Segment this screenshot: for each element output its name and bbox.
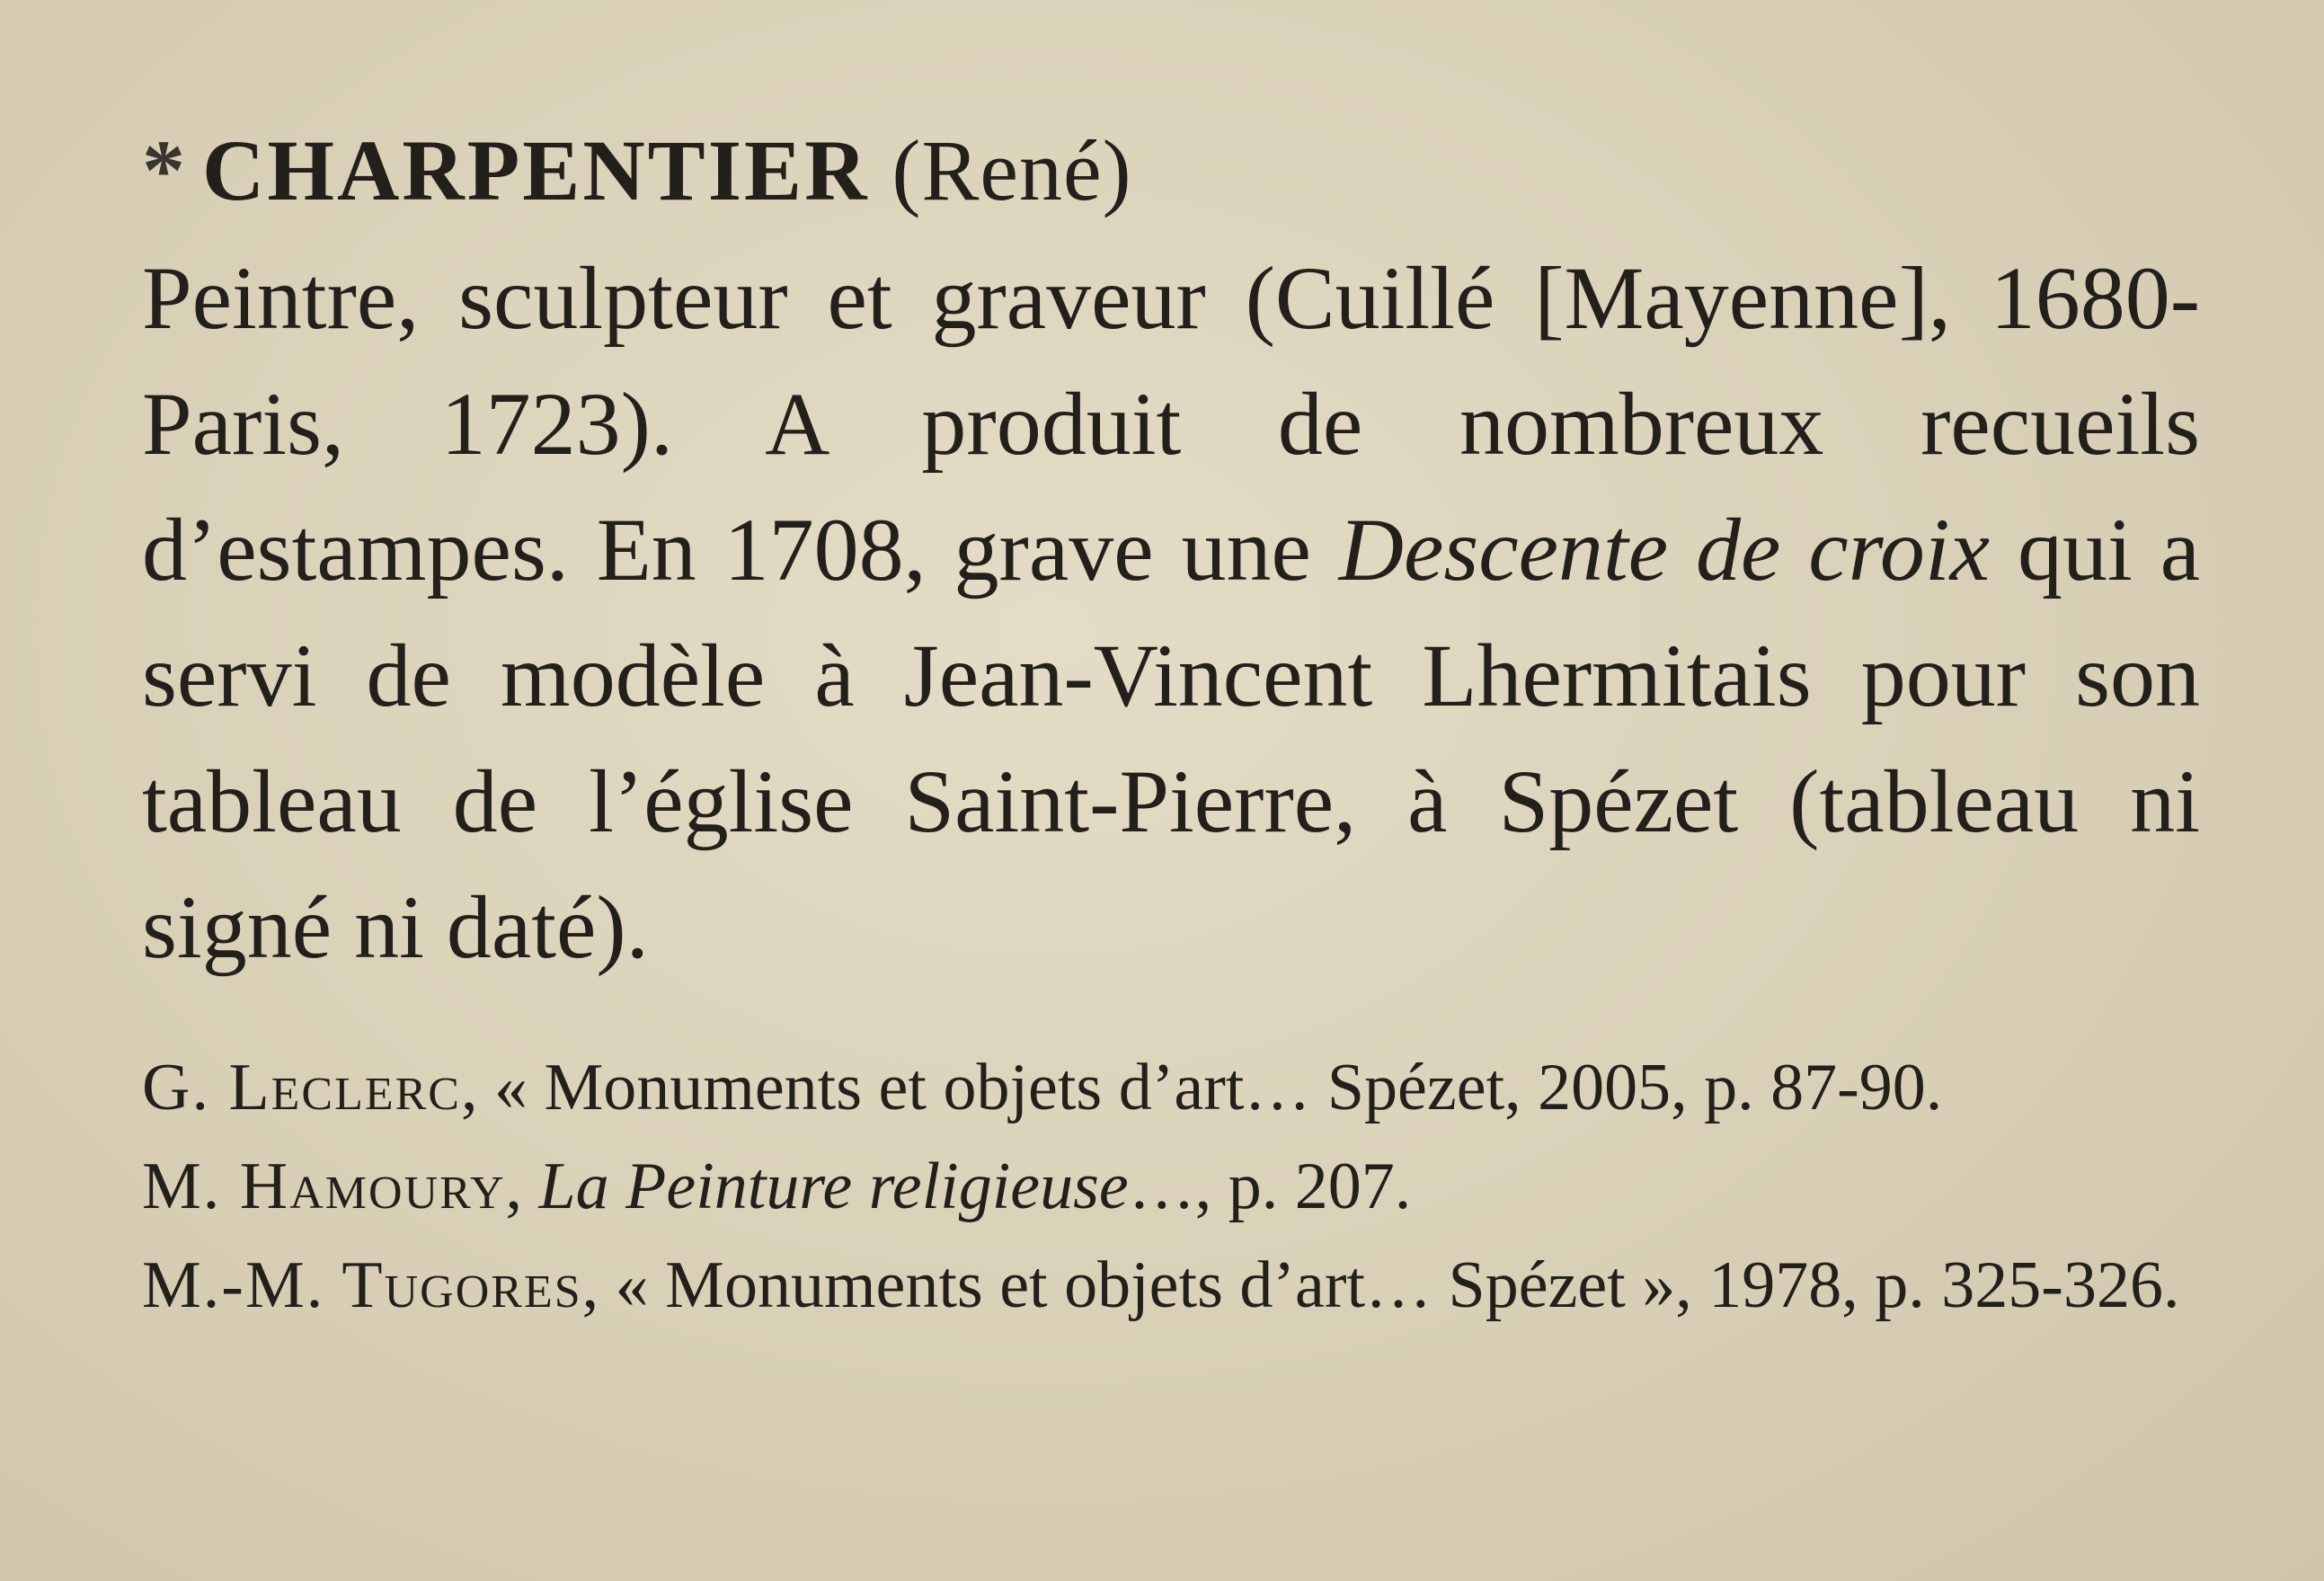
references xyxy=(142,1046,2200,1327)
reference-separator: , xyxy=(581,1248,616,1322)
reference-title-italic: La Peinture religieuse xyxy=(538,1150,1129,1223)
reference-separator: , xyxy=(460,1051,494,1124)
entry-body-part2: qui a servi de modèle à Jean-Vincent Lhermitais pour son tableau de l’église Saint-Pierre, à Spézet (tableau ni signé ni daté). xyxy=(142,500,2200,977)
reference-separator: , xyxy=(505,1150,539,1223)
entry-asterisk: * xyxy=(142,122,186,218)
reference-author: M.-M. Tugores xyxy=(142,1248,582,1322)
entry-body-part1: Peintre, sculpteur et graveur (Cuillé [Mayenne], 1680-Paris, 1723). A produit de nombreux recueils d’estampes. En 1708, grave une xyxy=(142,248,2200,600)
entry-given-name: (René) xyxy=(891,122,1132,218)
reference-item xyxy=(142,1046,2200,1129)
reference-rest: …, p. 207. xyxy=(1128,1150,1412,1223)
reference-item xyxy=(142,1145,2200,1228)
entry-surname: CHARPENTIER xyxy=(202,122,870,218)
reference-item xyxy=(142,1244,2200,1327)
entry-heading xyxy=(142,117,2200,225)
entry-body xyxy=(142,235,2200,990)
dictionary-entry xyxy=(142,117,2200,1327)
reference-title: « Monuments et objets d’art… Spézet, 2005, p. 87-90. xyxy=(493,1051,1943,1124)
reference-author: G. Leclerc xyxy=(142,1051,461,1124)
entry-body-italic-title: Descente de croix xyxy=(1338,500,1991,600)
reference-title: « Monuments et objets d’art… Spézet », 1978, p. 325-326. xyxy=(615,1248,2180,1322)
reference-author: M. Hamoury xyxy=(142,1150,506,1223)
